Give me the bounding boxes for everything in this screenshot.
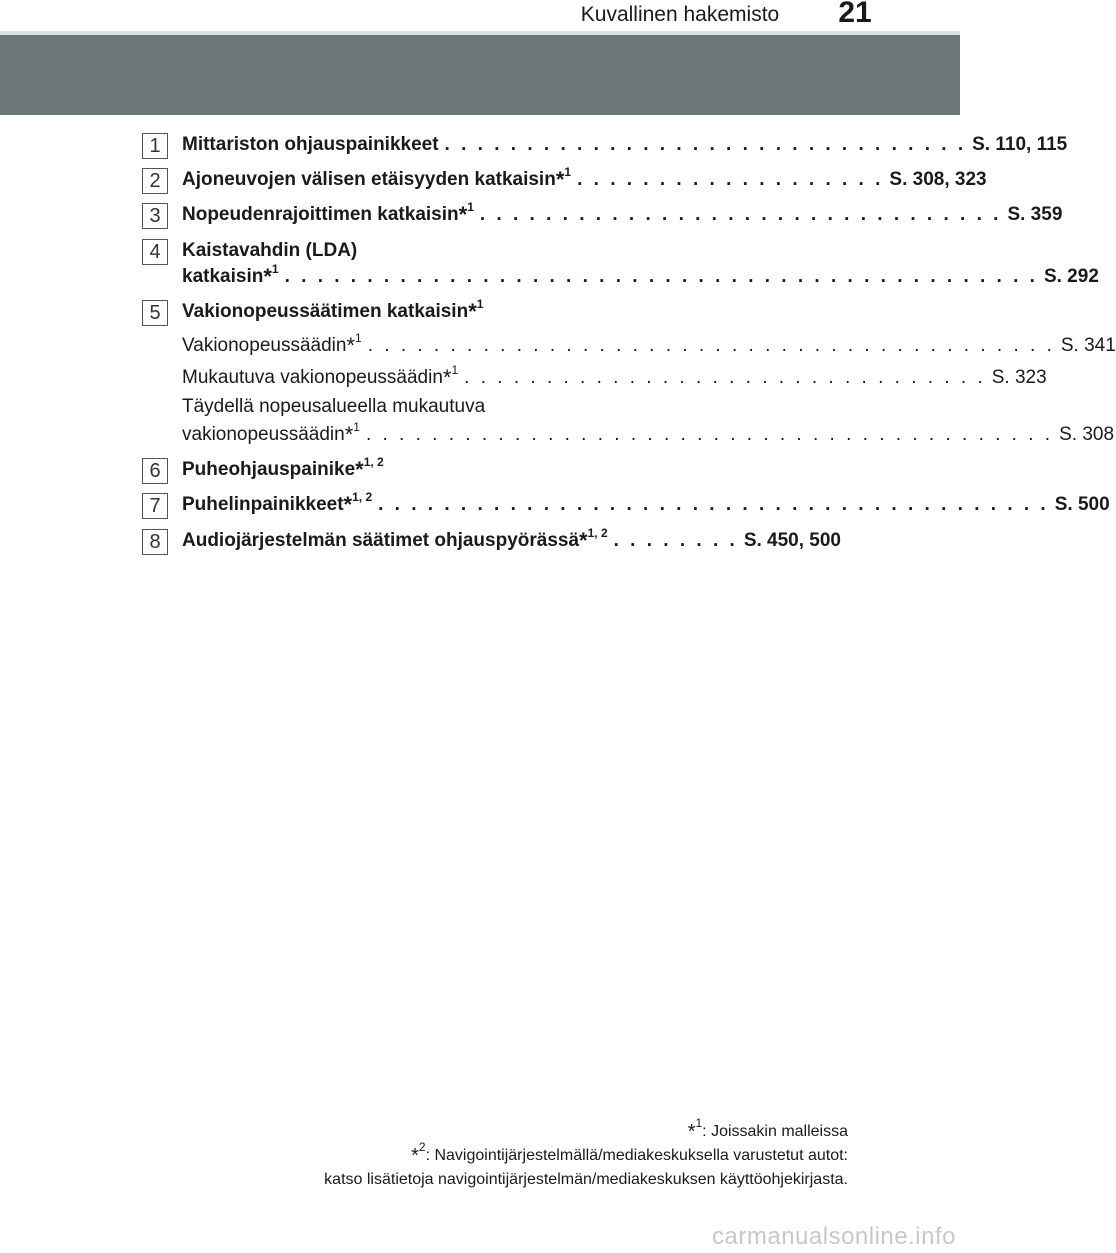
entry-label-6 xyxy=(182,455,384,485)
footnote-star: * xyxy=(263,264,272,289)
entry-number-1: 1 xyxy=(142,133,168,159)
footnote-ref: 1 xyxy=(355,331,362,345)
leader-dots: . . . . . . . . . . . . . . . . . . . . . . . . . . . . . . . . . . . . . . . . . . xyxy=(365,424,1054,445)
footnotes xyxy=(200,1116,848,1192)
subitem-label-text: vakionopeussäädin xyxy=(182,424,345,445)
page-reference-5-3[interactable]: S. 308 xyxy=(1059,424,1115,445)
page-reference-3[interactable]: S. 359 xyxy=(1007,204,1063,225)
entry-label-text: Audiojärjestelmän säätimet ohjauspyörässä xyxy=(182,530,580,551)
footnote-star: * xyxy=(346,333,356,358)
footnote-star: * xyxy=(343,492,353,517)
footnote-star: * xyxy=(687,1121,696,1143)
page-reference-4[interactable]: S. 292 xyxy=(1043,266,1099,287)
leader-dots: . . . . . . . . . . . . . . . . . . . . . . . . . . . . . . . . xyxy=(479,204,1002,225)
entry-label-4-line1: Kaistavahdin (LDA) xyxy=(182,240,358,261)
entry-label-7 xyxy=(182,490,372,520)
page-reference-2[interactable]: S. 308, 323 xyxy=(889,169,987,190)
page-reference-5-2[interactable]: S. 323 xyxy=(991,367,1047,388)
entry-row-3 xyxy=(182,200,1063,230)
entry-row-8 xyxy=(182,526,842,556)
leader-dots: . . . . . . . . . . . . . . . . . . . . . . . . . . . . . . . . . . . . . . . . . . . . . . xyxy=(284,266,1038,287)
footnote-1 xyxy=(200,1116,848,1144)
entry-label-4 xyxy=(182,262,279,292)
footnote-ref: 1, 2 xyxy=(363,455,384,469)
footnote-2-continued: katso lisätietoja navigointijärjestelmän/mediakeskuksen käyttöohjekirjasta. xyxy=(324,1171,848,1188)
entry-row-2 xyxy=(182,165,987,195)
entry-number-8: 8 xyxy=(142,529,168,555)
footnote-ref: 1 xyxy=(353,420,360,434)
page-reference-1[interactable]: S. 110, 115 xyxy=(972,134,1068,155)
leader-dots: . . . . . . . . . . . . . . . . . . . . . . . . . . . . . . . . xyxy=(464,367,986,388)
footnote-mark: 1 xyxy=(695,1116,703,1130)
footnote-ref: 1, 2 xyxy=(352,490,373,504)
subitem-label xyxy=(182,420,360,450)
subitem-label xyxy=(182,363,458,393)
footnote-2 xyxy=(200,1140,848,1168)
top-strip xyxy=(0,0,960,32)
entry-number-3: 3 xyxy=(142,203,168,229)
entry-row-1 xyxy=(182,130,1068,160)
footnote-star: * xyxy=(411,1145,419,1167)
footnote-ref: 1 xyxy=(271,262,279,276)
footnote-star: * xyxy=(579,528,588,553)
entry-number-6: 6 xyxy=(142,458,168,484)
entry-label-text: katkaisin xyxy=(182,266,264,287)
page-reference-5-1[interactable]: S. 341 xyxy=(1060,335,1116,356)
entry-subrow-5-3-line1 xyxy=(182,392,810,422)
leader-dots: . . . . . . . . . . . . . . . . . . . . . . . . . . . . . . . . xyxy=(444,134,967,155)
leader-dots: . . . . . . . . . . . . . . . . . . . . . . . . . . . . . . . . . . . . . . . . . . xyxy=(367,335,1055,356)
entry-label-text: Nopeudenrajoittimen katkaisin xyxy=(182,204,459,225)
leader-dots: . . . . . . . . xyxy=(613,530,738,551)
footnote-text: : Joissakin malleissa xyxy=(702,1123,848,1140)
entry-number-5: 5 xyxy=(142,300,168,326)
footnote-text: : Navigointijärjestelmällä/mediakeskuksella varustetut autot: xyxy=(425,1147,848,1164)
entry-label-text: Puheohjauspainike xyxy=(182,459,356,480)
entry-row-6 xyxy=(182,455,810,485)
footnote-ref: 1 xyxy=(467,200,474,214)
footnote-ref: 1 xyxy=(476,297,484,311)
footnote-ref: 1, 2 xyxy=(587,526,608,540)
subitem-label-text: Mukautuva vakionopeussäädin xyxy=(182,367,443,388)
leader-dots: . . . . . . . . . . . . . . . . . . . xyxy=(577,169,884,190)
entry-label-5 xyxy=(182,297,483,327)
entry-label-text: Ajoneuvojen välisen etäisyyden katkaisin xyxy=(182,169,556,190)
footnote-ref: 1 xyxy=(451,363,459,377)
entry-subrow-5-3 xyxy=(182,420,1115,450)
subitem-label-line1: Täydellä nopeusalueella mukautuva xyxy=(182,396,486,417)
footnote-ref: 1 xyxy=(564,165,572,179)
entry-subrow-5-1 xyxy=(182,331,1116,361)
entry-row-7 xyxy=(182,490,1110,520)
page-reference-8[interactable]: S. 450, 500 xyxy=(743,530,842,551)
page-reference-7[interactable]: S. 500 xyxy=(1054,494,1110,515)
entry-label-2 xyxy=(182,165,571,195)
footnote-mark: 2 xyxy=(418,1140,426,1154)
leader-dots: . . . . . . . . . . . . . . . . . . . . . . . . . . . . . . . . . . . . . . . . . xyxy=(378,494,1049,515)
entry-label-text: Puhelinpainikkeet xyxy=(182,494,344,515)
footnote-star: * xyxy=(458,202,468,227)
footnote-star: * xyxy=(355,457,364,482)
footnote-star: * xyxy=(344,422,354,447)
footnote-star: * xyxy=(555,167,565,192)
watermark: carmanualsonline.info xyxy=(712,1223,956,1250)
entry-label-3 xyxy=(182,200,474,230)
footnote-star: * xyxy=(442,365,452,390)
page-number: 21 xyxy=(838,0,872,29)
footnote-star: * xyxy=(468,299,477,324)
entry-number-4: 4 xyxy=(142,239,168,265)
entry-number-2: 2 xyxy=(142,168,168,194)
entry-row-5 xyxy=(182,297,810,327)
entry-label-8 xyxy=(182,526,608,556)
header-band xyxy=(0,35,960,115)
subitem-label-text: Vakionopeussäädin xyxy=(182,335,347,356)
entry-label-1: Mittariston ohjauspainikkeet xyxy=(182,134,439,155)
entry-label-text: Vakionopeussäätimen katkaisin xyxy=(182,301,469,322)
subitem-label xyxy=(182,331,362,361)
entry-number-7: 7 xyxy=(142,493,168,519)
entry-subrow-5-2 xyxy=(182,363,1047,393)
entry-row-4 xyxy=(182,262,1099,292)
section-title: Kuvallinen hakemisto xyxy=(580,3,780,26)
